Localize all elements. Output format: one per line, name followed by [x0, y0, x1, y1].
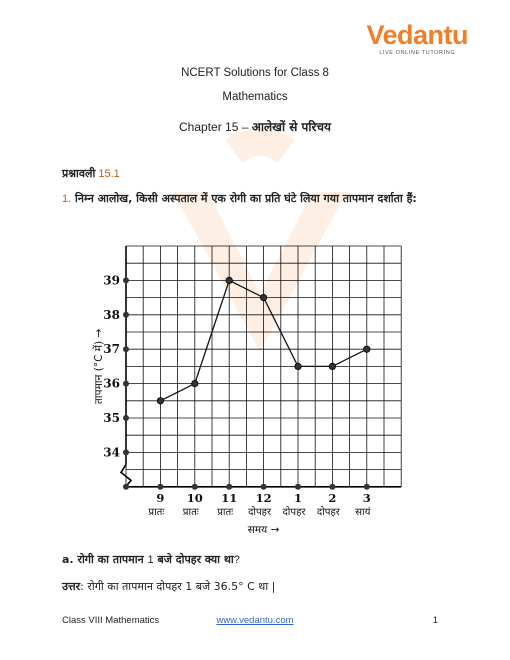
question-1-number: 1. — [62, 193, 72, 205]
y-axis-label: तापमान (°C में) → — [93, 328, 105, 405]
chapter-heading — [0, 118, 510, 135]
x-tick-label: 10 — [186, 490, 203, 505]
question-a-label: a. — [62, 553, 74, 566]
y-tick-label: 37 — [103, 342, 120, 357]
x-tick-label: 3 — [362, 490, 371, 505]
doc-title: NCERT Solutions for Class 8 — [181, 67, 329, 79]
x-tick-label: 2 — [328, 490, 337, 505]
x-tick-sublabel: दोपहर — [282, 506, 306, 518]
chapter-prefix: Chapter 15 – — [179, 120, 249, 134]
x-tick-dot — [364, 484, 370, 490]
x-tick-label: 1 — [293, 490, 303, 505]
y-tick-dot — [123, 346, 129, 352]
question-1-text: निम्न आलोख, किसी अस्पताल में एक रोगी का प्रति घंटे लिया गया तापमान दर्शाता हैं: — [75, 192, 417, 205]
y-tick-dot — [123, 312, 129, 318]
x-tick-dot — [295, 484, 301, 490]
x-tick-label: 9 — [156, 490, 165, 505]
vedantu-logo — [366, 22, 468, 56]
data-point — [364, 346, 370, 352]
y-tick-dot — [123, 415, 129, 421]
data-point — [192, 380, 198, 386]
data-point — [329, 363, 335, 369]
answer-separator: : — [80, 580, 84, 593]
footer-page-number: 1 — [432, 615, 438, 626]
y-tick-dot — [123, 277, 129, 283]
question-1 — [62, 191, 457, 207]
y-tick-label: 36 — [103, 376, 120, 391]
x-tick-sublabel: सायं — [355, 506, 371, 518]
x-tick-dot — [226, 484, 232, 490]
logo-wordmark: Vedantu — [366, 20, 468, 50]
x-axis-label: समय → — [247, 523, 280, 536]
y-tick-dot — [123, 381, 129, 387]
x-tick-sublabel: प्रातः — [148, 506, 165, 518]
data-point — [260, 294, 266, 300]
footer-class: Class VIII Mathematics — [62, 615, 160, 626]
answer-text: रोगी का तापमान दोपहर 1 बजे 36.5° C था | — [87, 580, 276, 593]
x-tick-sublabel: प्रातः — [217, 506, 234, 518]
doc-subject: Mathematics — [222, 91, 288, 103]
x-tick-label: 11 — [221, 490, 238, 505]
x-tick-dot — [329, 484, 335, 490]
chapter-title: आलेखों से परिचय — [251, 120, 331, 134]
answer-label: उत्तर — [62, 580, 81, 593]
logo-tagline: LIVE ONLINE TUTORING — [379, 50, 456, 56]
question-a-number: 1 — [147, 554, 154, 566]
y-tick-label: 38 — [103, 307, 120, 322]
temperature-line-chart — [90, 238, 410, 538]
data-point — [157, 398, 163, 404]
x-tick-dot — [261, 484, 267, 490]
question-a-text-2: बजे दोपहर क्या था — [157, 553, 234, 566]
exercise-heading — [62, 166, 120, 181]
x-tick-dot — [157, 484, 163, 490]
x-tick-sublabel: प्रातः — [182, 506, 199, 518]
origin-dot — [123, 484, 129, 490]
question-a-text: रोगी का तापमान — [77, 553, 144, 566]
y-tick-dot — [123, 449, 129, 455]
question-a-mark: ? — [233, 554, 240, 566]
exercise-number: 15.1 — [98, 168, 120, 180]
x-tick-label: 12 — [255, 490, 272, 505]
y-tick-label: 39 — [103, 273, 120, 288]
exercise-label: प्रश्नावली — [62, 167, 96, 180]
x-tick-sublabel: दोपहर — [248, 506, 272, 518]
x-tick-sublabel: दोपहर — [316, 506, 340, 518]
footer-website-link[interactable]: www.vedantu.com — [216, 615, 294, 626]
data-point — [226, 277, 232, 283]
y-tick-label: 34 — [103, 445, 120, 460]
x-tick-dot — [192, 484, 198, 490]
answer-a — [62, 579, 275, 594]
data-point — [295, 363, 301, 369]
y-tick-label: 35 — [103, 411, 120, 425]
question-a — [62, 552, 240, 567]
